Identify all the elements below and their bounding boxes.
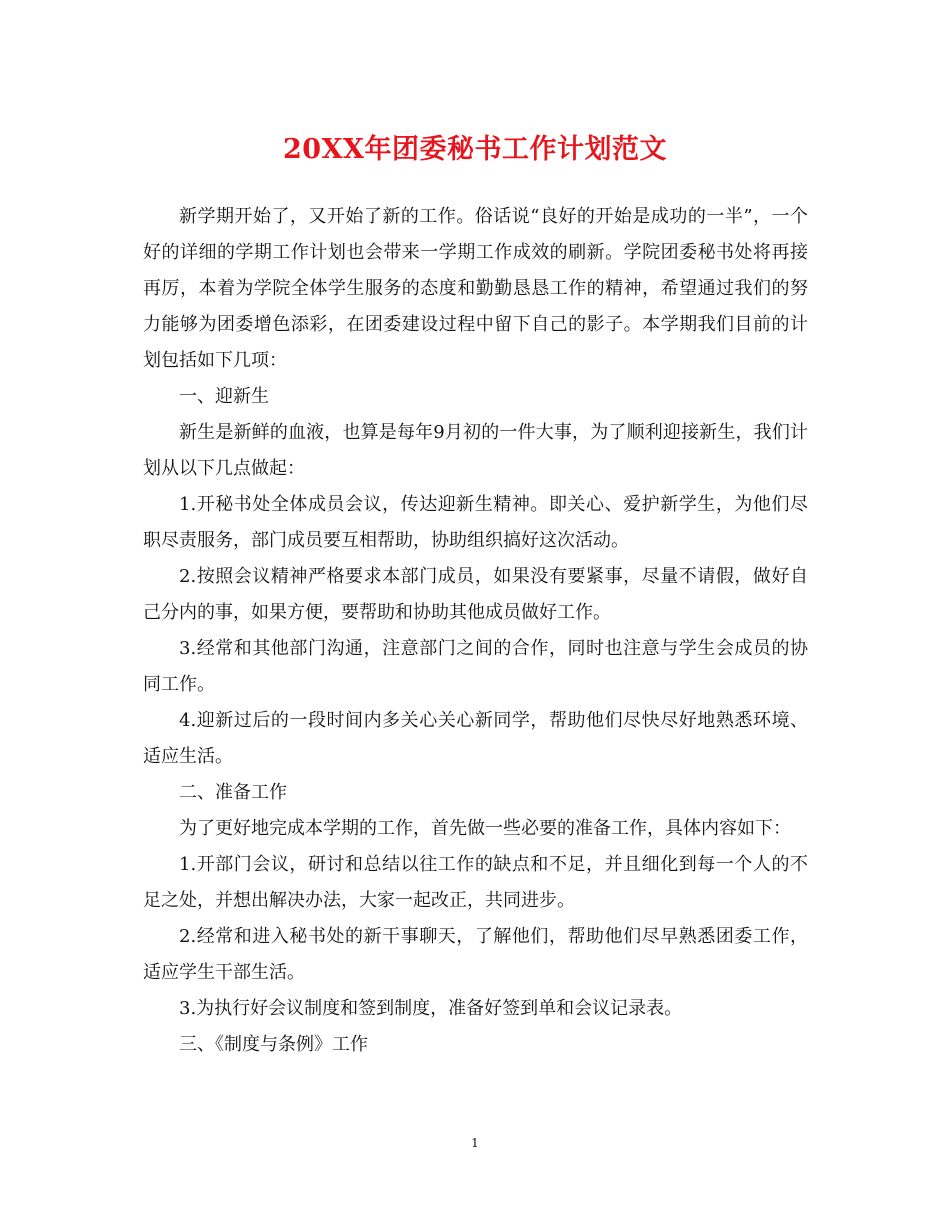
list-item-freshmen-3: 3.经常和其他部门沟通，注意部门之间的合作，同时也注意与学生会成员的协同工作。 [143,638,808,695]
list-item-preparation-2: 2.经常和进入秘书处的新干事聊天，了解他们，帮助他们尽早熟悉团委工作，适应学生干部生活。 [143,926,808,983]
section-heading-welcome-freshmen: 一、迎新生 [179,386,269,407]
list-item-preparation-1: 1.开部门会议，研讨和总结以往工作的缺点和不足，并且细化到每一个人的不足之处，并想出解决办法，大家一起改正，共同进步。 [143,854,808,911]
list-item-freshmen-4: 4.迎新过后的一段时间内多关心关心新同学，帮助他们尽快尽好地熟悉环境、适应生活。 [143,710,808,767]
paragraph-freshmen-intro: 新生是新鲜的血液，也算是每年9月初的一件大事，为了顺利迎接新生，我们计划从以下几点做起： [143,422,808,479]
list-item-freshmen-2: 2.按照会议精神严格要求本部门成员，如果没有要紧事，尽量不请假，做好自己分内的事，如果方便，要帮助和协助其他成员做好工作。 [143,566,808,623]
list-item-preparation-3: 3.为执行好会议制度和签到制度，准备好签到单和会议记录表。 [179,998,683,1019]
section-heading-regulations: 三、《制度与条例》工作 [179,1034,368,1055]
paragraph-intro: 新学期开始了，又开始了新的工作。俗话说“良好的开始是成功的一半”，一个好的详细的学期工作计划也会带来一学期工作成效的刷新。学院团委秘书处将再接再厉，本着为学院全体学生服务的态度和勤勤恳恳工作的精神，希望通过我们的努力能够为团委增色添彩，在团委建设过程中留下自己的影子。本学期我们目前的计划包括如下几项： [143,206,808,371]
paragraph-preparation-intro: 为了更好地完成本学期的工作，首先做一些必要的准备工作，具体内容如下： [179,818,791,839]
document-body [143,199,808,1063]
page-number: 1 [471,1136,479,1150]
section-heading-preparation: 二、准备工作 [179,782,287,803]
document-title: 20XX年团委秘书工作计划范文 [283,134,667,165]
list-item-freshmen-1: 1.开秘书处全体成员会议，传达迎新生精神。即关心、爱护新学生，为他们尽职尽责服务，部门成员要互相帮助，协助组织搞好这次活动。 [143,494,808,551]
